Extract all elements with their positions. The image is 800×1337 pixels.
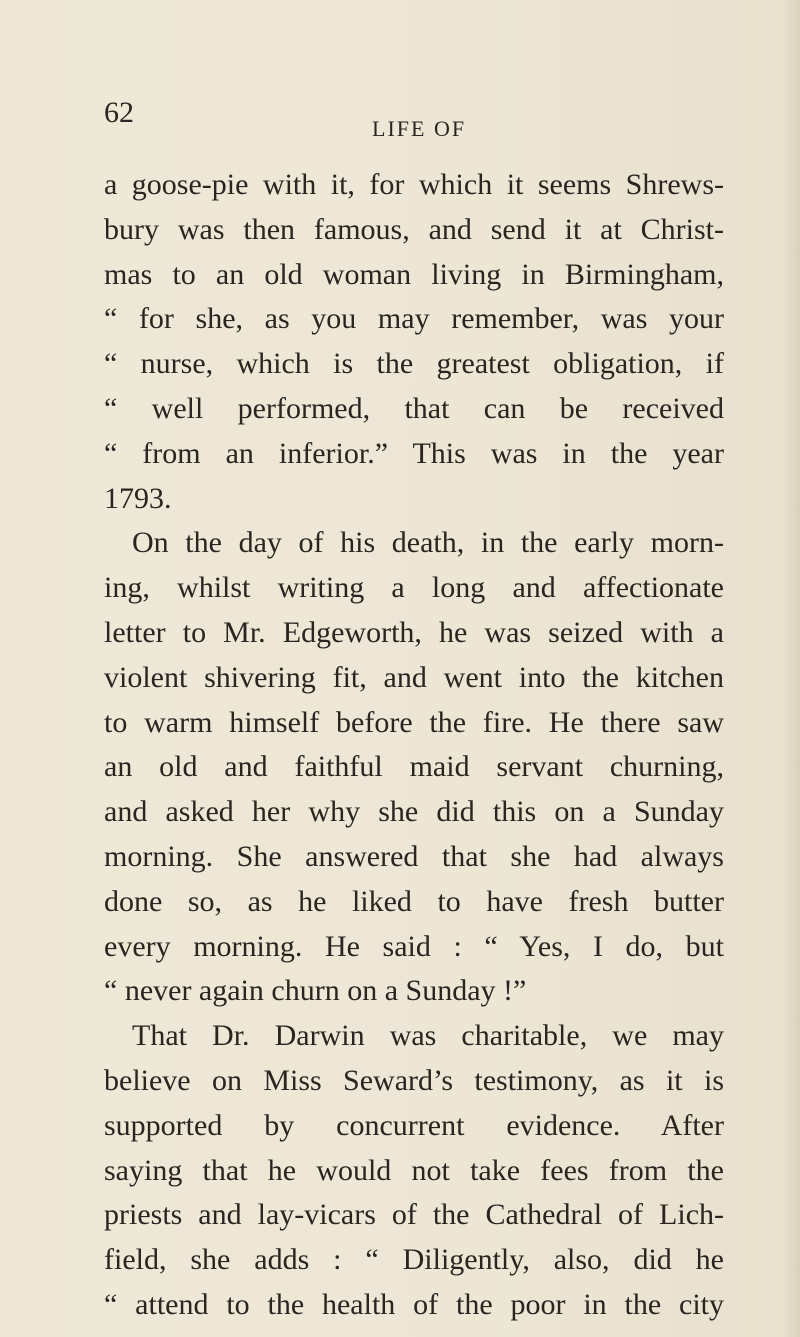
text-line: ing, whilst writing a long and affectionate: [104, 571, 724, 605]
running-head: LIFE OF: [372, 116, 467, 141]
text-line: “ attend to the health of the poor in the city: [104, 1287, 724, 1321]
text-line: 1793.: [104, 481, 172, 515]
text-line: done so, as he liked to have fresh butter: [104, 884, 724, 918]
text-line: bury was then famous, and send it at Christ-: [104, 212, 724, 246]
text-line: saying that he would not take fees from the: [104, 1153, 724, 1187]
text-line: supported by concurrent evidence. After: [104, 1108, 724, 1142]
text-line: every morning. He said : “ Yes, I do, but: [104, 929, 724, 963]
text-line: “ nurse, which is the greatest obligation, if: [104, 347, 724, 381]
text-line: letter to Mr. Edgeworth, he was seized with a: [104, 615, 724, 649]
text-line: an old and faithful maid servant churning,: [104, 750, 724, 784]
body-text: [104, 163, 724, 1328]
text-line: “ well performed, that can be received: [104, 391, 724, 425]
text-line: “ for she, as you may remember, was your: [104, 302, 724, 336]
text-line: believe on Miss Seward’s testimony, as it is: [104, 1063, 724, 1097]
text-line: On the day of his death, in the early morn-: [132, 526, 724, 560]
text-line: violent shivering fit, and went into the kitchen: [104, 660, 724, 694]
page-edge-shadow: [782, 0, 800, 1337]
text-line: “ never again churn on a Sunday !”: [104, 974, 527, 1008]
text-line: That Dr. Darwin was charitable, we may: [132, 1019, 724, 1053]
page-number: 62: [104, 96, 134, 129]
text-line: “ from an inferior.” This was in the year: [104, 436, 724, 470]
text-line: field, she adds : “ Diligently, also, did he: [104, 1243, 724, 1277]
text-line: to warm himself before the fire. He there saw: [104, 705, 724, 739]
text-line: a goose-pie with it, for which it seems Shrews-: [104, 168, 724, 201]
text-line: and asked her why she did this on a Sunday: [104, 795, 724, 829]
text-line: priests and lay-vicars of the Cathedral of Lich-: [104, 1198, 724, 1232]
text-line: mas to an old woman living in Birmingham,: [104, 257, 724, 291]
text-line: morning. She answered that she had always: [104, 839, 724, 873]
